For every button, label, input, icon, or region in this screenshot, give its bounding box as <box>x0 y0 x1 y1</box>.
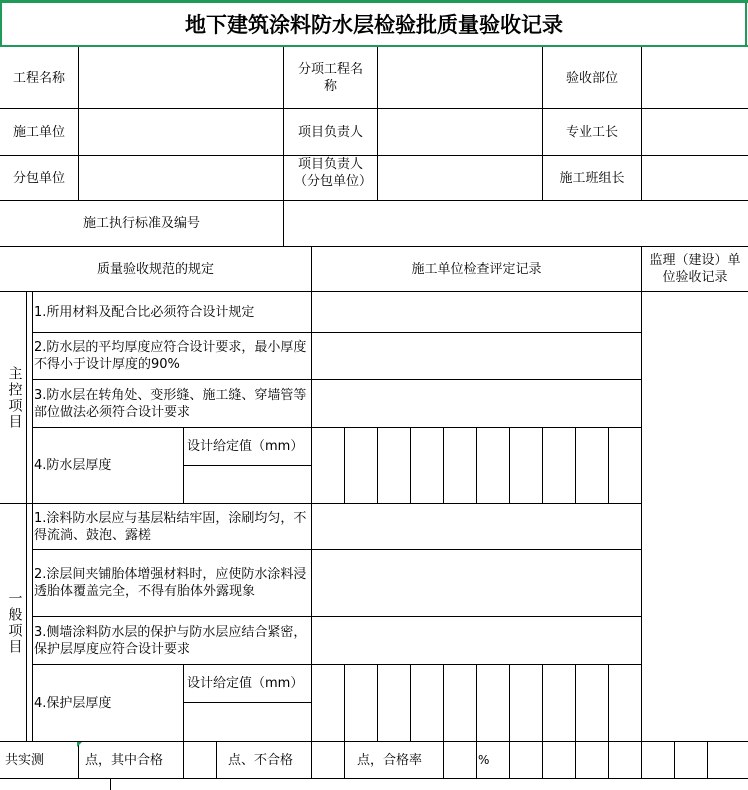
page-title: 地下建筑涂料防水层检验批质量验收记录 <box>185 11 563 37</box>
label-sub-project-manager: 项目负责人（分包单位） <box>294 157 373 189</box>
general-item-3: 3.侧墙涂料防水层的保护与防水层应结合紧密，保护层厚度应符合设计要求 <box>34 624 307 657</box>
grid-vline <box>542 664 543 742</box>
grid-vline <box>410 664 411 742</box>
grid-vline <box>377 427 378 504</box>
general-item-1: 1.涂料防水层应与基层粘结牢固，涂刷均匀，不得流淌、鼓泡、露槎 <box>34 510 307 543</box>
grid-vline <box>608 741 609 779</box>
title-border-bottom <box>0 45 748 47</box>
grid-vline <box>542 741 543 779</box>
grid-vline <box>641 741 642 779</box>
footer-percent: % <box>478 752 490 767</box>
value-acceptance-part[interactable] <box>642 48 748 108</box>
main-design-value-label: 设计给定值（mm） <box>187 439 304 454</box>
grid-vline <box>707 741 708 779</box>
footer-corner-marker <box>77 742 82 747</box>
grid-vline <box>476 664 477 742</box>
label-project-name: 工程名称 <box>12 70 65 86</box>
label-acceptance-part: 验收部位 <box>565 70 618 86</box>
value-construction-unit[interactable] <box>79 109 283 155</box>
main-item-4: 4.防水层厚度 <box>34 458 112 473</box>
grid-vline <box>344 741 345 779</box>
grid-vline <box>443 664 444 742</box>
value-sub-project-manager[interactable] <box>378 156 542 200</box>
value-project-name[interactable] <box>79 48 283 108</box>
grid-vline <box>344 427 345 504</box>
value-project-manager[interactable] <box>378 109 542 155</box>
grid-hline <box>0 778 748 779</box>
main-item-2: 2.防水层的平均厚度应符合设计要求，最小厚度不得小于设计厚度的90% <box>34 340 307 372</box>
label-foreman: 专业工长 <box>565 124 618 140</box>
col-header-check-record: 施工单位检查评定记录 <box>411 261 542 277</box>
grid-vline <box>575 664 576 742</box>
grid-vline <box>509 427 510 504</box>
label-subcontract-unit: 分包单位 <box>12 170 65 186</box>
value-subcontract-unit[interactable] <box>79 156 283 200</box>
grid-vline <box>575 427 576 504</box>
grid-vline <box>476 741 477 779</box>
grid-vline <box>509 664 510 742</box>
label-sub-project-name: 分项工程名称 <box>298 62 364 94</box>
value-team-leader[interactable] <box>642 156 748 200</box>
grid-vline <box>641 291 642 742</box>
col-header-spec: 质量验收规范的规定 <box>96 261 214 277</box>
grid-vline <box>608 664 609 742</box>
grid-hline <box>183 465 312 466</box>
value-sub-project-name[interactable] <box>378 48 542 108</box>
main-items-label: 主控项目 <box>6 365 23 430</box>
footer-points-qualified: 点，其中合格 <box>85 752 164 768</box>
value-standard[interactable] <box>284 201 748 246</box>
col-header-supervision: 监理（建设）单位验收记录 <box>649 253 741 285</box>
footer-points-unqualified: 点、不合格 <box>228 752 294 768</box>
grid-vline <box>26 291 27 742</box>
grid-vline <box>110 778 111 790</box>
main-item-3: 3.防水层在转角处、变形缝、施工缝、穿墙管等部位做法必须符合设计要求 <box>34 387 307 420</box>
general-item-2: 2.涂层间夹铺胎体增强材料时，应使防水涂料浸透胎体覆盖完全，不得有胎体外露现象 <box>34 567 307 599</box>
grid-vline <box>575 741 576 779</box>
main-item-1: 1.所用材料及配合比必须符合设计规定 <box>34 304 255 320</box>
grid-vline <box>443 427 444 504</box>
value-foreman[interactable] <box>642 109 748 155</box>
footer-measured: 共实测 <box>5 752 45 768</box>
general-items-label: 一般项目 <box>6 590 23 655</box>
general-design-value-label: 设计给定值（mm） <box>187 676 304 691</box>
grid-vline <box>344 664 345 742</box>
grid-vline <box>216 741 217 779</box>
grid-vline <box>608 427 609 504</box>
grid-vline <box>311 291 312 742</box>
grid-vline <box>377 664 378 742</box>
grid-hline <box>183 702 312 703</box>
grid-vline <box>410 427 411 504</box>
grid-vline <box>476 427 477 504</box>
footer-points-rate: 点，合格率 <box>357 752 423 768</box>
grid-vline <box>542 427 543 504</box>
label-construction-unit: 施工单位 <box>12 124 65 140</box>
label-project-manager: 项目负责人 <box>297 124 363 140</box>
grid-vline <box>509 741 510 779</box>
label-standard: 施工执行标准及编号 <box>82 216 200 231</box>
label-team-leader: 施工班组长 <box>559 170 625 186</box>
grid-vline <box>674 741 675 779</box>
general-item-4: 4.保护层厚度 <box>34 695 112 711</box>
